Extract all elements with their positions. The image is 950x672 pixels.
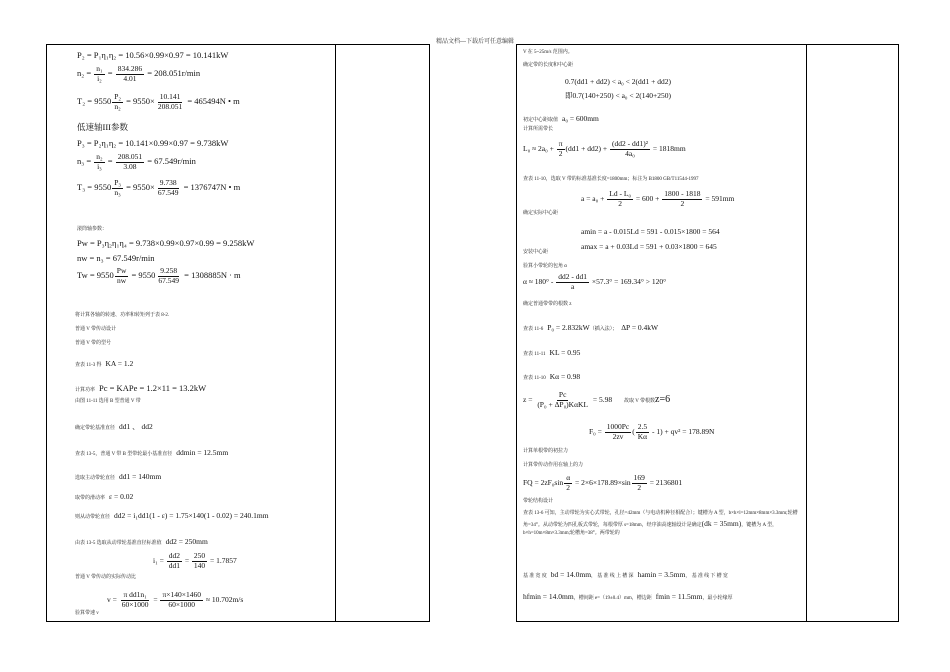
note-install-distance: 安装中心距 bbox=[523, 250, 549, 255]
row-dd1: 选取主动带轮直径 dd1 = 140mm bbox=[75, 472, 162, 481]
row-dd2-calc: 则从动带轮直径 dd2 = i₁dd1(1 - ε) = 1.75×140(1 - 0.02) = 240.1mm bbox=[75, 511, 269, 520]
note-ld: 查表 11-10，选取 V 带的标准基准长度=1800mm；标注为 B1800 GB/T11544-1997 bbox=[523, 177, 699, 182]
formula-pw: Pw = P₃η₂η₁η₄ = 9.738×0.99×0.97×0.99 = 9.258kW bbox=[77, 238, 255, 248]
row-dd: 确定带轮基准直径 dd1 、 dd2 bbox=[75, 422, 153, 431]
note-initial-tension: 计算单根带的初拉力 bbox=[523, 449, 569, 454]
section-low-speed-shaft: 低速轴III参数 bbox=[77, 122, 128, 132]
formula-nw: nw = n₃ = 67.549r/min bbox=[77, 253, 155, 263]
section-belt-length: 确定带的长度和中心距 bbox=[523, 63, 574, 68]
row-kalpha: 查表 11-10 Kα = 0.98 bbox=[523, 372, 581, 381]
formula-z: z = $\frac{Pc}{\text{(P₀ + ΔP₀)KαKL}}$ = 5.98 故取 V 带根数z=6 bbox=[523, 390, 671, 409]
note-center-distance: 确定实际中心距 bbox=[523, 211, 559, 216]
formula-n2: n₂ = $\frac{\text{n₁}}{\text{i₂}}$ = $\frac{834.286}{4.01}$ = 208.051r/min bbox=[77, 64, 201, 83]
formula-l0: L₀ ≈ 2a₀ + $\frac{\pi}{2}$ (dd1 + dd2) + $\frac{\text{(dd2 - dd1)²}}{\text{4a₀}}$ = 1818mm bbox=[523, 139, 686, 158]
section-pulley-structure: 带轮结构设计 bbox=[523, 499, 554, 504]
row-p0: 查表 11-6 P₀ = 2.832kW（插入法）； ΔP = 0.4kW bbox=[523, 323, 659, 332]
page-header: 精品文档---下载后可任意编辑 bbox=[436, 39, 514, 45]
row-epsilon: 取带的滑动率 ε = 0.02 bbox=[75, 492, 134, 501]
formula-t2: T₂ = 9550 $\frac{\text{P₂}}{\text{n₂}}$ = 9550× $\frac{10.141}{208.051}$ = 465494N • m bbox=[77, 92, 240, 111]
section-v-belt: 普通 V 带传动设计 bbox=[75, 327, 117, 332]
formula-p3: P₃ = P₂η₁η₂ = 10.141×0.99×0.97 = 9.738kW bbox=[77, 138, 229, 148]
formula-a0-range: 0.7(dd1 + dd2) < a₀ < 2(dd1 + dd2) bbox=[565, 77, 671, 86]
formula-a0-range-num: 即0.7(140+250) < a₀ < 2(140+250) bbox=[565, 91, 671, 100]
row-ddmin: 查表 13-5，普通 V 带 B 型带轮最小基准直径 ddmin = 12.5mm bbox=[75, 448, 229, 457]
note-b-type: 由图 11-11 选用 B 型普通 V 带 bbox=[75, 399, 141, 404]
note-check-v: 验算带速 v bbox=[75, 611, 99, 616]
row-groove-dims-2: hfmin = 14.0mm，槽间距 e=（19±0.4）mm，槽边距 fmin = 11.5mm，最小轮缘厚 bbox=[523, 592, 733, 601]
formula-n3: n₃ = $\frac{\text{n₂}}{\text{i₃}}$ = $\frac{208.051}{3.08}$ = 67.549r/min bbox=[77, 152, 196, 171]
row-dd2-std: 由表 13-5 选取从动带轮基准直径标准值 dd2 = 250mm bbox=[75, 537, 208, 546]
row-groove-dims: 基 准 宽 度 bd = 14.0mm， 基 准 线 上 槽 深 hamin = 3.5mm， 基 准 线 下 槽 宽 bbox=[523, 570, 728, 579]
formula-t3: T₃ = 9550 $\frac{\text{P₃}}{\text{n₃}}$ = 9550× $\frac{9.738}{67.549}$ = 1376747N • m bbox=[77, 178, 241, 197]
note-wrap-angle: 验算小带轮的包角 α bbox=[523, 264, 567, 269]
row-kl: 查表 11-11 KL = 0.95 bbox=[523, 348, 581, 357]
section-v-belt-type: 普通 V 带的型号 bbox=[75, 341, 112, 346]
note-table: 将计算各轴的转速、功率和转矩列于表 8-2. bbox=[75, 313, 170, 318]
column-divider bbox=[335, 45, 336, 621]
formula-p2: P₂ = P₁η₁η₂ = 10.56×0.99×0.97 = 10.141kW bbox=[77, 50, 229, 60]
column-divider bbox=[806, 45, 807, 621]
row-ka: 查表 11-3 得 KA = 1.2 bbox=[75, 359, 134, 368]
section-drum-shaft: 滚筒轴参数： bbox=[77, 227, 108, 232]
right-page bbox=[516, 44, 899, 622]
formula-fq: FQ = 2zF₀sin $\frac{\alpha}{2}$ = 2×6×178.89×sin $\frac{169}{2}$ = 2136801 bbox=[523, 473, 683, 492]
formula-amin: amin = a - 0.015Ld = 591 - 0.015×1800 = 564 bbox=[581, 227, 720, 236]
note-shaft-force: 计算带传动作用在轴上的力 bbox=[523, 463, 584, 468]
note-v-range: V 在 5~25m/s 范围内。 bbox=[523, 50, 573, 55]
formula-v: v = $\frac{\text{π dd1n₁}}{60\times 1000}$ = $\frac{\pi\times 140\times 1460}{60\times 1000}$ ≈ 10.702m/s bbox=[107, 590, 244, 609]
note-actual-ratio: 普通 V 带传动的实际传动比 bbox=[75, 575, 137, 580]
left-page bbox=[46, 44, 430, 622]
row-pc: 计算功率 Pc = KAPe = 1.2×11 = 13.2kW bbox=[75, 383, 207, 393]
formula-tw: Tw = 9550 $\frac{Pw}{nw}$ = 9550 $\frac{9.258}{67.549}$ = 1308885N · m bbox=[77, 266, 241, 285]
formula-f0: F₀ = $\frac{1000Pc}{2zv}$ ( $\frac{2.5}{K\alpha}$ - 1) + qv² = 178.89N bbox=[589, 422, 715, 441]
formula-i1: i₁ = $\frac{dd2}{dd1}$ = $\frac{250}{140}$ = 1.7857 bbox=[153, 551, 237, 570]
paragraph-pulley: 查表 13-6 可知，主动带轮为实心式带轮，孔径=42mm（与电动机种径相配合）；键槽为 A 型，b×h×l=12mm×8mm×3.3mm;轮槽角=34°。从动带轮为四孔板式带轮，每根带厚 s=18mm，经序油高速轴设计是确定(dk = 35mm)，键槽为 A 型，b×h=10m×8m×3.3mm;轮槽角=38°。两带轮的 bbox=[523, 511, 798, 536]
row-a0: 初定中心距取值 a₀ = 600mm bbox=[523, 114, 599, 123]
formula-amax: amax = a + 0.03Ld = 591 + 0.03×1800 = 645 bbox=[581, 242, 717, 251]
note-belt-length: 计算所需带长 bbox=[523, 127, 554, 132]
formula-a: a = a₀ + $\frac{\text{Ld - L₀}}{2}$ = 600 + $\frac{1800 - 1818}{2}$ = 591mm bbox=[581, 189, 735, 208]
formula-alpha: α ≈ 180° - $\frac{dd2 - dd1}{a}$ ×57.3° = 169.34° > 120° bbox=[523, 272, 667, 291]
section-belt-count: 确定普通带带的根数 z bbox=[523, 302, 572, 307]
